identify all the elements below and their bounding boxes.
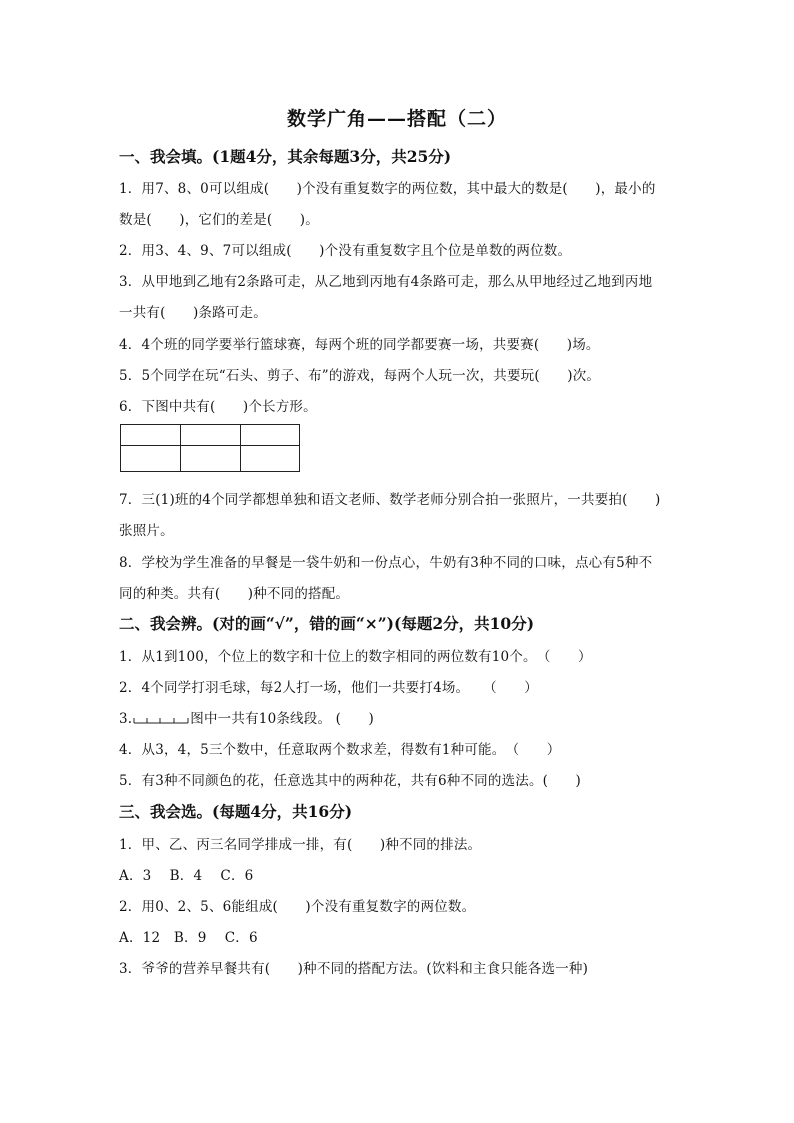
page-title: 数学广角——搭配（二）	[286, 108, 507, 130]
s1-question-4: 4．4个班的同学要举行篮球赛，每两个班的同学都要赛一场，共要赛( )场。	[119, 337, 600, 353]
s1-question-7-line-1: 7．三(1)班的4个同学都想单独和语文老师、数学老师分别合拍一张照片，一共要拍( )	[119, 492, 661, 508]
s3-question-1-options: A．3 B．4 C．6	[119, 868, 254, 884]
s1-question-6: 6．下图中共有( )个长方形。	[119, 399, 317, 415]
s2-question-3	[119, 707, 374, 727]
section-1-heading: 一、我会填。(1题4分，其余每题3分，共25分)	[119, 147, 452, 166]
grid-vertical-line	[240, 425, 241, 471]
s1-question-1-line-2: 数是( )，它们的差是( )。	[119, 212, 319, 228]
s1-question-2: 2．用3、4、9、7可以组成( )个没有重复数字且个位是单数的两位数。	[119, 243, 572, 259]
s3-question-3: 3．爷爷的营养早餐共有( )种不同的搭配方法。(饮料和主食只能各选一种)	[119, 961, 589, 977]
s2-question-4: 4．从3，4，5三个数中，任意取两个数求差，得数有1种可能。 （ ）	[119, 742, 561, 758]
section-3-heading: 三、我会选。(每题4分，共16分)	[119, 802, 353, 821]
s2-question-5: 5．有3种不同颜色的花，任意选其中的两种花，共有6种不同的选法。( )	[119, 773, 581, 789]
grid-horizontal-line	[121, 445, 299, 446]
section-2-heading: 二、我会辨。(对的画“√”，错的画“×”)(每题2分，共10分)	[119, 614, 535, 633]
line-segment-figure	[133, 715, 189, 725]
s3-question-1: 1．甲、乙、丙三名同学排成一排，有( )种不同的排法。	[119, 837, 482, 853]
s2-question-3-prefix: 3.	[119, 711, 133, 727]
s1-question-8-line-2: 同的种类。共有( )种不同的搭配。	[119, 586, 350, 602]
s3-question-2: 2．用0、2、5、6能组成( )个没有重复数字的两位数。	[119, 899, 476, 915]
s2-question-3-text: 图中一共有10条线段。 ( )	[190, 711, 374, 727]
grid-vertical-line	[180, 425, 181, 471]
s1-question-5: 5．5个同学在玩“石头、剪子、布”的游戏，每两个人玩一次，共要玩( )次。	[119, 368, 601, 384]
s3-question-2-options: A．12 B．9 C．6	[119, 930, 258, 946]
s1-question-8-line-1: 8．学校为学生准备的早餐是一袋牛奶和一份点心，牛奶有3种不同的口味，点心有5种不	[119, 555, 653, 571]
s2-question-2: 2．4个同学打羽毛球，每2人打一场，他们一共要打4场。 （ ）	[119, 680, 538, 696]
s1-question-3-line-2: 一共有( )条路可走。	[119, 305, 267, 321]
s2-question-1: 1．从1到100，个位上的数字和十位上的数字相同的两位数有10个。 （ ）	[119, 649, 592, 665]
s1-question-7-line-2: 张照片。	[119, 523, 174, 539]
s1-question-1-line-1: 1．用7、8、0可以组成( )个没有重复数字的两位数，其中最大的数是( )，最小的	[119, 181, 656, 197]
rectangle-grid-figure	[120, 424, 300, 472]
s1-question-3-line-1: 3．从甲地到乙地有2条路可走，从乙地到丙地有4条路可走，那么从甲地经过乙地到丙地	[119, 274, 653, 290]
